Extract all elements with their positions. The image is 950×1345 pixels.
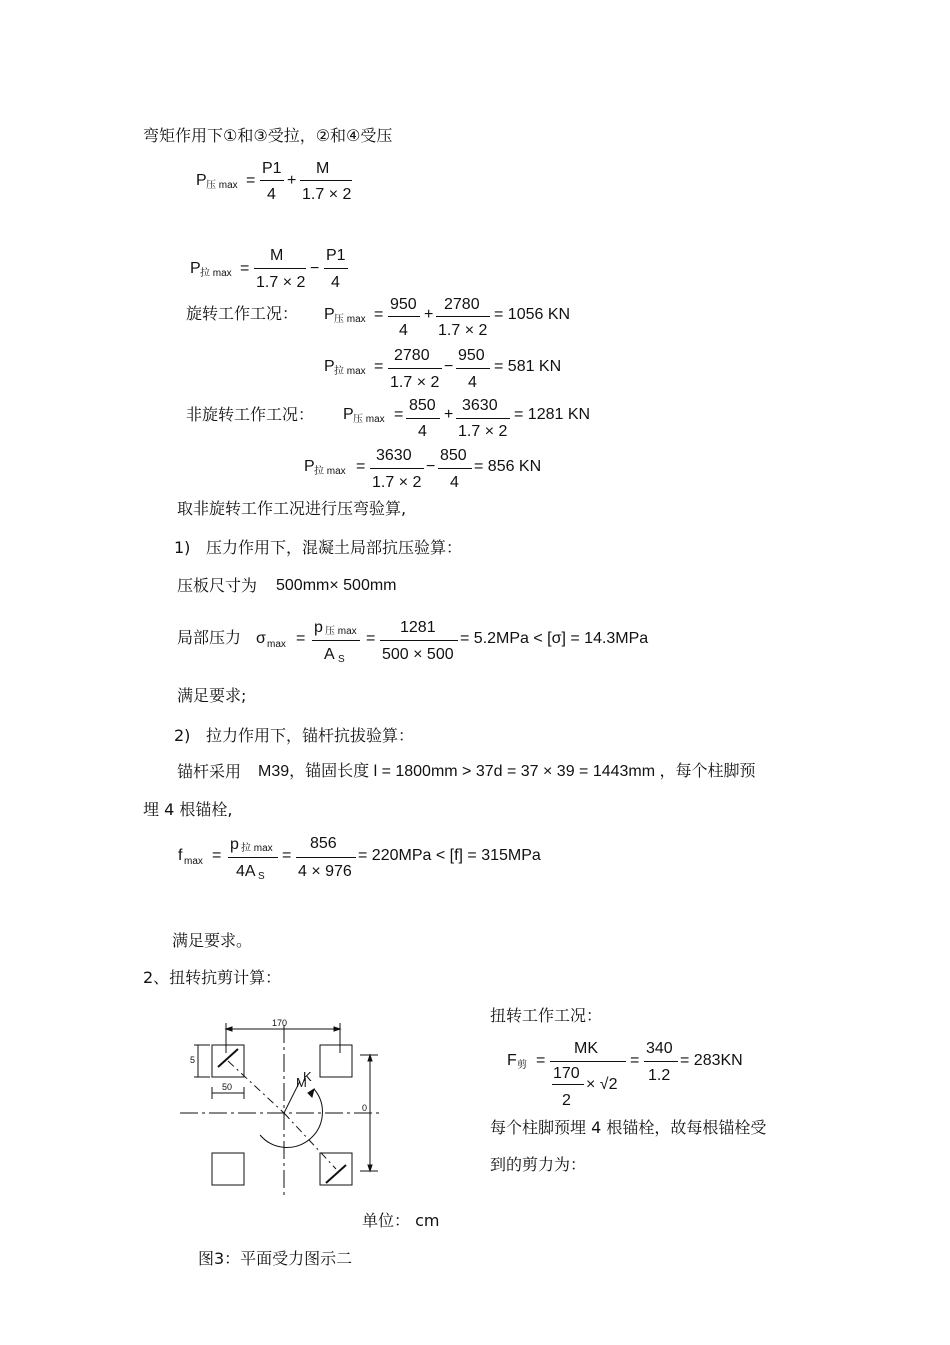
operator: + bbox=[424, 306, 434, 323]
fraction-bar bbox=[296, 857, 356, 858]
anchor-text-a: 锚杆采用 bbox=[177, 762, 242, 781]
denominator: 4A bbox=[236, 863, 256, 880]
tail-text-1: 每个柱脚预埋 4 根锚栓，故每根锚栓受 bbox=[490, 1118, 767, 1137]
denominator-den: 2 bbox=[562, 1092, 571, 1109]
formula-lhs-sub: 拉 max bbox=[334, 366, 366, 377]
result: = 220MPa < [f] = 315MPa bbox=[358, 847, 541, 864]
result: = 856 KN bbox=[474, 458, 542, 475]
operator: + bbox=[444, 406, 454, 423]
denominator: 4 × 976 bbox=[298, 863, 352, 880]
numerator: 856 bbox=[310, 835, 337, 852]
operator: − bbox=[444, 358, 454, 375]
formula-lhs: σ bbox=[256, 630, 266, 647]
denominator: 1.7 × 2 bbox=[458, 423, 508, 440]
denominator: 1.7 × 2 bbox=[256, 274, 306, 291]
step-heading: 拉力作用下，锚杆抗拔验算： bbox=[206, 726, 415, 745]
formula-lhs: P bbox=[343, 406, 354, 423]
fraction-bar bbox=[552, 1084, 584, 1085]
fraction-bar bbox=[456, 368, 490, 369]
denominator: 1.7 × 2 bbox=[372, 474, 422, 491]
denominator: 1.2 bbox=[648, 1067, 671, 1084]
anchor-text-b: M39，锚固长度 l = 1800mm > 37d = 37 × 39 = 1443mm ，每个柱脚预 bbox=[258, 763, 756, 780]
equals-sign: = bbox=[240, 260, 250, 277]
denominator-sub: S bbox=[338, 654, 345, 665]
denominator: 1.7 × 2 bbox=[438, 322, 488, 339]
denominator-sub: S bbox=[258, 871, 265, 882]
fraction-bar bbox=[254, 268, 306, 269]
anchor-bolt-box bbox=[320, 1045, 352, 1077]
formula-lhs-sub: 压 max bbox=[353, 414, 385, 425]
numerator: P1 bbox=[326, 247, 346, 264]
result: = 581 KN bbox=[494, 358, 562, 375]
fraction-bar bbox=[324, 268, 348, 269]
result: = 283KN bbox=[680, 1052, 743, 1069]
denominator: 4 bbox=[399, 322, 408, 339]
step-number: 2) bbox=[174, 726, 191, 745]
denominator: 4 bbox=[450, 474, 459, 491]
denominator: A bbox=[324, 646, 335, 663]
local-pressure-label: 局部压力 bbox=[177, 628, 242, 647]
fraction-bar bbox=[300, 180, 352, 181]
fraction-bar bbox=[312, 640, 360, 641]
numerator: 1281 bbox=[400, 619, 436, 636]
fraction-bar bbox=[456, 418, 510, 419]
step-heading: 压力作用下，混凝土局部抗压验算： bbox=[206, 538, 463, 557]
dim-top-label: 170 bbox=[272, 1018, 288, 1028]
numerator: 3630 bbox=[462, 397, 498, 414]
result: = 5.2MPa < [σ] = 14.3MPa bbox=[460, 630, 649, 647]
fraction-bar bbox=[380, 640, 458, 641]
satisfied-text: 满足要求。 bbox=[172, 931, 253, 950]
intro-text: 弯矩作用下①和③受拉，②和④受压 bbox=[143, 126, 393, 145]
fraction-bar bbox=[370, 468, 424, 469]
dim-left-label: 5 bbox=[190, 1055, 196, 1065]
moment-k-label: K bbox=[303, 1069, 312, 1084]
fraction-bar bbox=[550, 1061, 626, 1062]
numerator: 850 bbox=[409, 397, 436, 414]
fraction-bar bbox=[438, 468, 472, 469]
dim-right-label: 0 bbox=[362, 1103, 368, 1113]
denominator: 4 bbox=[418, 423, 427, 440]
denominator: 4 bbox=[468, 374, 477, 391]
formula-lhs: P bbox=[196, 172, 207, 189]
fraction-bar bbox=[228, 857, 278, 858]
numerator: M bbox=[270, 247, 284, 264]
fraction-bar bbox=[406, 418, 440, 419]
equals-sign: = bbox=[394, 406, 404, 423]
equals-sign: = bbox=[374, 358, 384, 375]
formula-lhs-sub: max bbox=[267, 639, 286, 650]
numerator-sub: 压 max bbox=[325, 626, 357, 637]
equals-sign: = bbox=[630, 1052, 640, 1069]
section-heading: 2、扭转抗剪计算： bbox=[143, 968, 282, 987]
numerator: MK bbox=[574, 1040, 598, 1057]
unit-label: 单位： cm bbox=[362, 1211, 440, 1230]
figure-caption: 图3：平面受力图示二 bbox=[198, 1249, 353, 1268]
formula-lhs: P bbox=[324, 358, 335, 375]
equals-sign: = bbox=[366, 630, 376, 647]
operator: − bbox=[426, 458, 436, 475]
denominator-num: 170 bbox=[553, 1065, 580, 1082]
numerator: 950 bbox=[458, 347, 485, 364]
denominator: 1.7 × 2 bbox=[302, 186, 352, 203]
result: = 1281 KN bbox=[514, 406, 591, 423]
numerator: 340 bbox=[646, 1040, 673, 1057]
fraction-bar bbox=[436, 316, 490, 317]
formula-lhs: P bbox=[190, 260, 201, 277]
equals-sign: = bbox=[296, 630, 306, 647]
equals-sign: = bbox=[536, 1052, 546, 1069]
formula-lhs-sub: 剪 bbox=[517, 1060, 527, 1071]
satisfied-text: 满足要求; bbox=[177, 686, 247, 705]
formula-lhs-sub: 压 max bbox=[206, 180, 238, 191]
formula-lhs: P bbox=[324, 306, 335, 323]
anchor-text-c: 埋 4 根锚栓, bbox=[143, 800, 233, 819]
non-rotation-label: 非旋转工作工况： bbox=[186, 405, 315, 424]
formula-lhs-sub: 拉 max bbox=[200, 268, 232, 279]
denominator: 500 × 500 bbox=[382, 646, 454, 663]
plan-force-diagram bbox=[180, 1015, 420, 1215]
formula-lhs-sub: 压 max bbox=[334, 314, 366, 325]
torsion-label: 扭转工作工况： bbox=[490, 1006, 603, 1025]
numerator: 850 bbox=[440, 447, 467, 464]
equals-sign: = bbox=[282, 847, 292, 864]
formula-lhs: f bbox=[178, 847, 183, 864]
denominator: 4 bbox=[267, 186, 276, 203]
take-condition-text: 取非旋转工作工况进行压弯验算, bbox=[177, 499, 407, 518]
numerator: P1 bbox=[262, 160, 282, 177]
numerator: M bbox=[316, 160, 330, 177]
equals-sign: = bbox=[356, 458, 366, 475]
equals-sign: = bbox=[374, 306, 384, 323]
fraction-bar bbox=[260, 180, 284, 181]
denominator: 1.7 × 2 bbox=[390, 374, 440, 391]
formula-lhs: F bbox=[507, 1052, 517, 1069]
rotation-label: 旋转工作工况： bbox=[186, 304, 299, 323]
equals-sign: = bbox=[212, 847, 222, 864]
fraction-bar bbox=[388, 368, 442, 369]
formula-lhs: P bbox=[304, 458, 315, 475]
dim-box-label: 50 bbox=[222, 1082, 233, 1092]
operator: + bbox=[287, 172, 297, 189]
denominator-rest: × √2 bbox=[586, 1076, 618, 1093]
fraction-bar bbox=[644, 1061, 678, 1062]
fraction-bar bbox=[388, 316, 420, 317]
step-number: 1) bbox=[174, 538, 191, 557]
tail-text-2: 到的剪力为： bbox=[490, 1155, 587, 1174]
equals-sign: = bbox=[246, 172, 256, 189]
plate-size-value: 500mm× 500mm bbox=[276, 577, 397, 594]
denominator: 4 bbox=[331, 274, 340, 291]
formula-lhs-sub: max bbox=[184, 856, 203, 867]
numerator: 950 bbox=[390, 296, 417, 313]
numerator: 2780 bbox=[444, 296, 480, 313]
moment-m-label: M bbox=[296, 1075, 307, 1090]
numerator: p bbox=[314, 619, 323, 636]
numerator-sub: 拉 max bbox=[241, 843, 273, 854]
result: = 1056 KN bbox=[494, 306, 571, 323]
operator: − bbox=[310, 260, 320, 277]
anchor-bolt-box bbox=[212, 1153, 244, 1185]
numerator: 3630 bbox=[376, 447, 412, 464]
numerator: 2780 bbox=[394, 347, 430, 364]
formula-lhs-sub: 拉 max bbox=[314, 466, 346, 477]
plate-size-label: 压板尺寸为 bbox=[177, 576, 258, 595]
numerator: p bbox=[230, 836, 239, 853]
